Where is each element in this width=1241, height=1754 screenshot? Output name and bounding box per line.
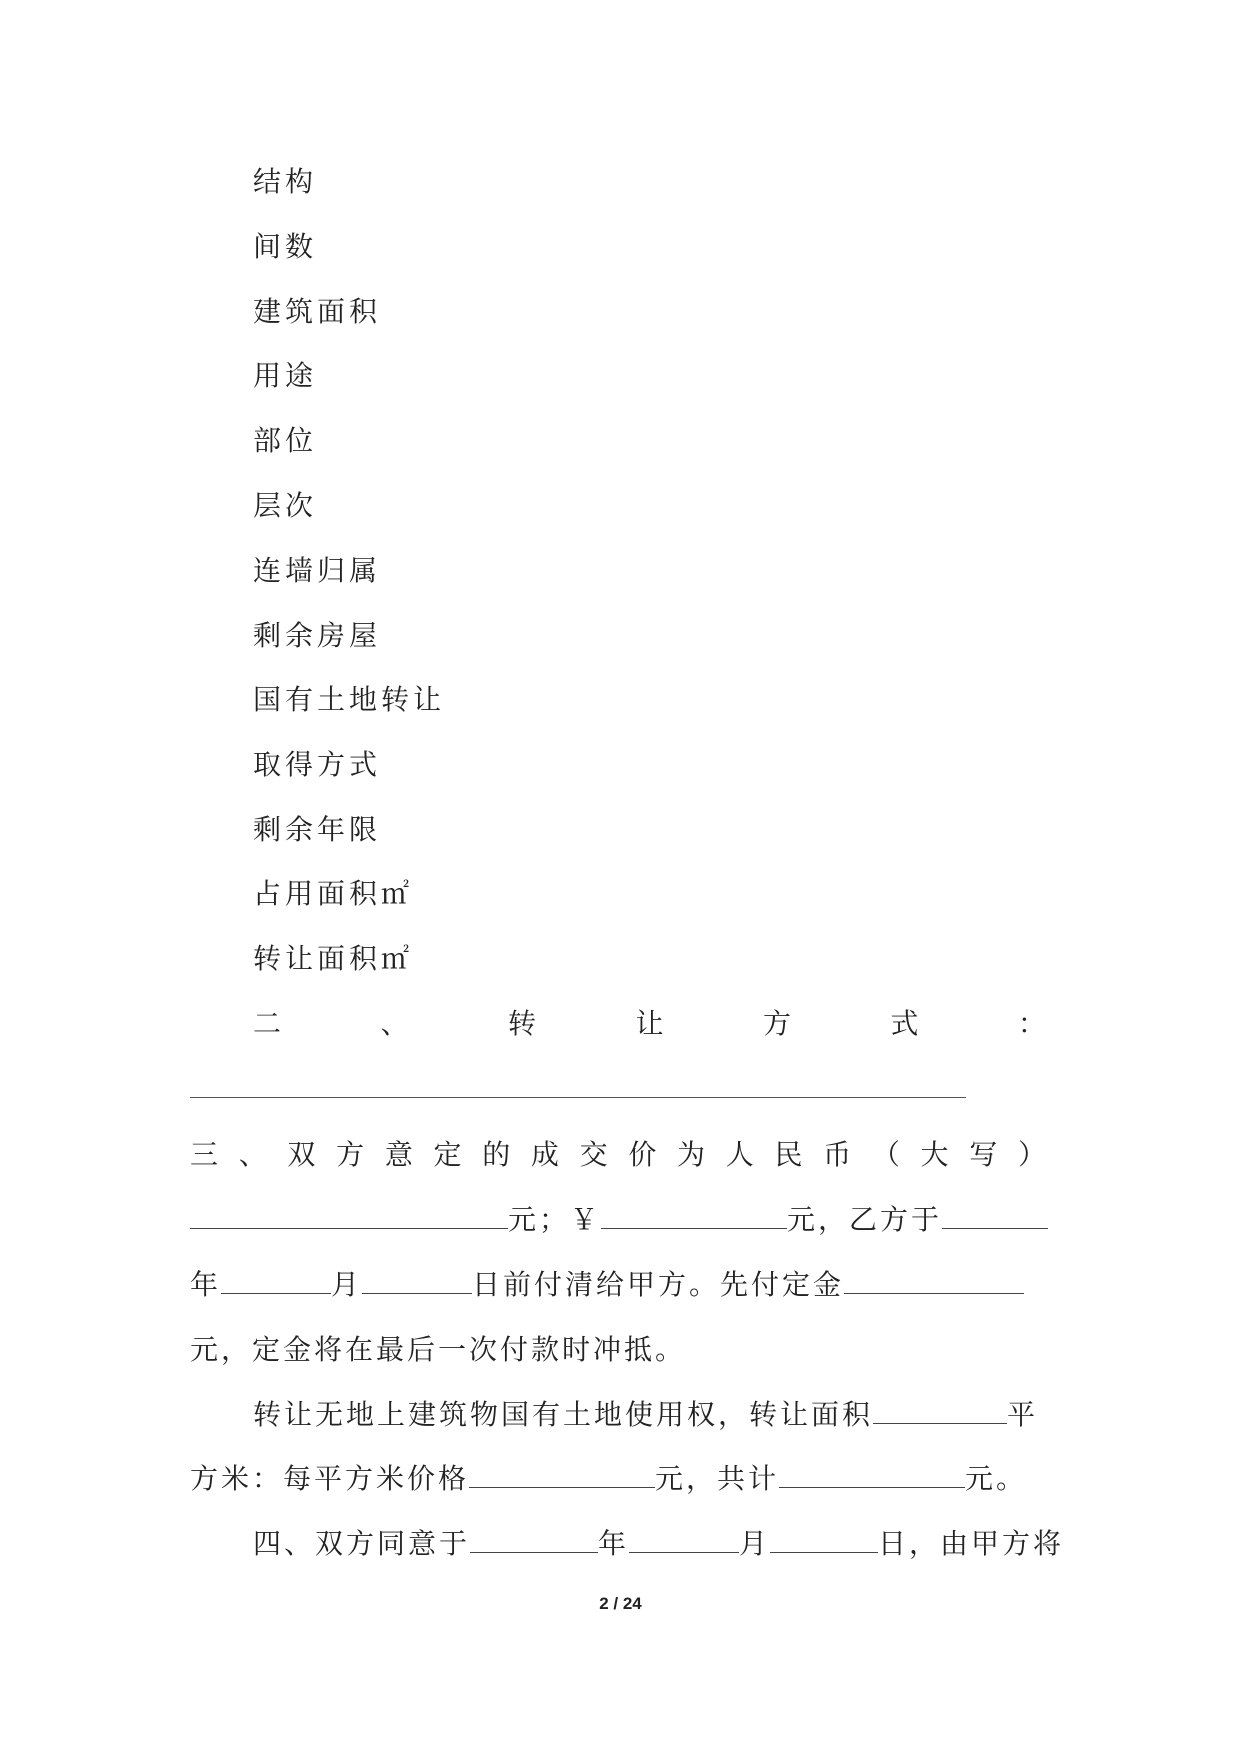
section-3-char: 方 [336, 1138, 365, 1171]
section-3-char: 定 [433, 1138, 462, 1171]
payment-year-prefix-blank[interactable] [942, 1204, 1048, 1229]
page-number: 2 / 24 [599, 1594, 642, 1613]
section-3-char: 币 [823, 1138, 852, 1171]
land-text: 元。 [965, 1462, 1028, 1495]
land-text: 方米：每平方米价格 [190, 1462, 470, 1495]
field-building-area: 建筑面积 [253, 295, 382, 328]
section-3-line-1 [190, 1137, 1046, 1173]
payment-text: 年 [190, 1268, 222, 1301]
section-3-char: 、 [238, 1138, 267, 1171]
section-2-heading [253, 1006, 1046, 1042]
payment-month-blank[interactable] [362, 1269, 472, 1294]
section-3-char: 三 [190, 1138, 219, 1171]
price-text: 元，乙方于 [787, 1203, 943, 1236]
land-paragraph-line-2 [190, 1461, 1046, 1497]
section-3-char: 为 [677, 1138, 706, 1171]
land-text: 平 [1007, 1398, 1039, 1431]
section-3-char: 成 [530, 1138, 559, 1171]
field-floor: 层次 [253, 489, 318, 522]
section-3-char: 的 [482, 1138, 511, 1171]
payment-text: 月 [331, 1268, 363, 1301]
price-uppercase-blank[interactable] [190, 1204, 508, 1229]
field-state-land-transfer: 国有土地转让 [253, 683, 446, 716]
section-2-char: 二 [253, 1007, 282, 1040]
transfer-area-blank[interactable] [873, 1399, 1007, 1424]
field-transfer-area: 转让面积㎡ [253, 942, 414, 975]
section-3-char: 写 [969, 1138, 998, 1171]
section-3-char: 交 [579, 1138, 608, 1171]
field-shared-wall: 连墙归属 [253, 554, 382, 587]
section-3-char: 人 [725, 1138, 754, 1171]
section-2-char: 式 [890, 1007, 919, 1040]
field-remaining-house: 剩余房屋 [253, 619, 382, 652]
section-2-char: 让 [635, 1007, 664, 1040]
total-price-blank[interactable] [779, 1463, 965, 1488]
price-numeric-blank[interactable] [601, 1204, 787, 1229]
handover-month-blank[interactable] [629, 1528, 739, 1553]
price-text: 元；￥ [508, 1203, 602, 1236]
section-3-char: （ [871, 1138, 900, 1171]
field-location: 部位 [253, 424, 318, 457]
section-4-line [253, 1526, 1065, 1562]
field-remaining-years: 剩余年限 [253, 813, 382, 846]
payment-text: 日前付清给甲方。先付定金 [472, 1268, 845, 1301]
section-4-text: 日，由甲方将 [878, 1527, 1065, 1560]
section-3-line-2 [190, 1202, 1046, 1238]
section-3-char: 民 [774, 1138, 803, 1171]
section-2-char: 、 [380, 1007, 409, 1040]
section-3-char: 双 [287, 1138, 316, 1171]
land-text: 元，共计 [655, 1462, 780, 1495]
field-occupied-area: 占用面积㎡ [253, 877, 414, 910]
section-3-char: 意 [384, 1138, 413, 1171]
handover-day-blank[interactable] [770, 1528, 878, 1553]
section-3-char: 价 [628, 1138, 657, 1171]
land-paragraph-line-1 [253, 1397, 1046, 1433]
section-3-char: 大 [920, 1138, 949, 1171]
handover-year-blank[interactable] [470, 1528, 598, 1553]
field-rooms: 间数 [253, 230, 318, 263]
section-3-char: ） [1017, 1138, 1046, 1171]
field-structure: 结构 [253, 165, 318, 198]
transfer-method-blank[interactable] [190, 1097, 966, 1098]
field-usage: 用途 [253, 359, 318, 392]
land-text: 转让无地上建筑物国有土地使用权，转让面积 [253, 1398, 874, 1431]
section-4-text: 月 [739, 1527, 771, 1560]
deposit-blank[interactable] [844, 1269, 1024, 1294]
section-3-line-4: 元，定金将在最后一次付款时冲抵。 [190, 1333, 687, 1366]
section-4-text: 四、双方同意于 [253, 1527, 471, 1560]
section-4-text: 年 [598, 1527, 630, 1560]
payment-year-blank[interactable] [221, 1269, 331, 1294]
unit-price-blank[interactable] [469, 1463, 655, 1488]
section-2-char: ： [1017, 1007, 1046, 1040]
section-2-char: 转 [507, 1007, 536, 1040]
section-2-char: 方 [762, 1007, 791, 1040]
section-3-line-3 [190, 1267, 1046, 1303]
field-acquisition-method: 取得方式 [253, 748, 382, 781]
